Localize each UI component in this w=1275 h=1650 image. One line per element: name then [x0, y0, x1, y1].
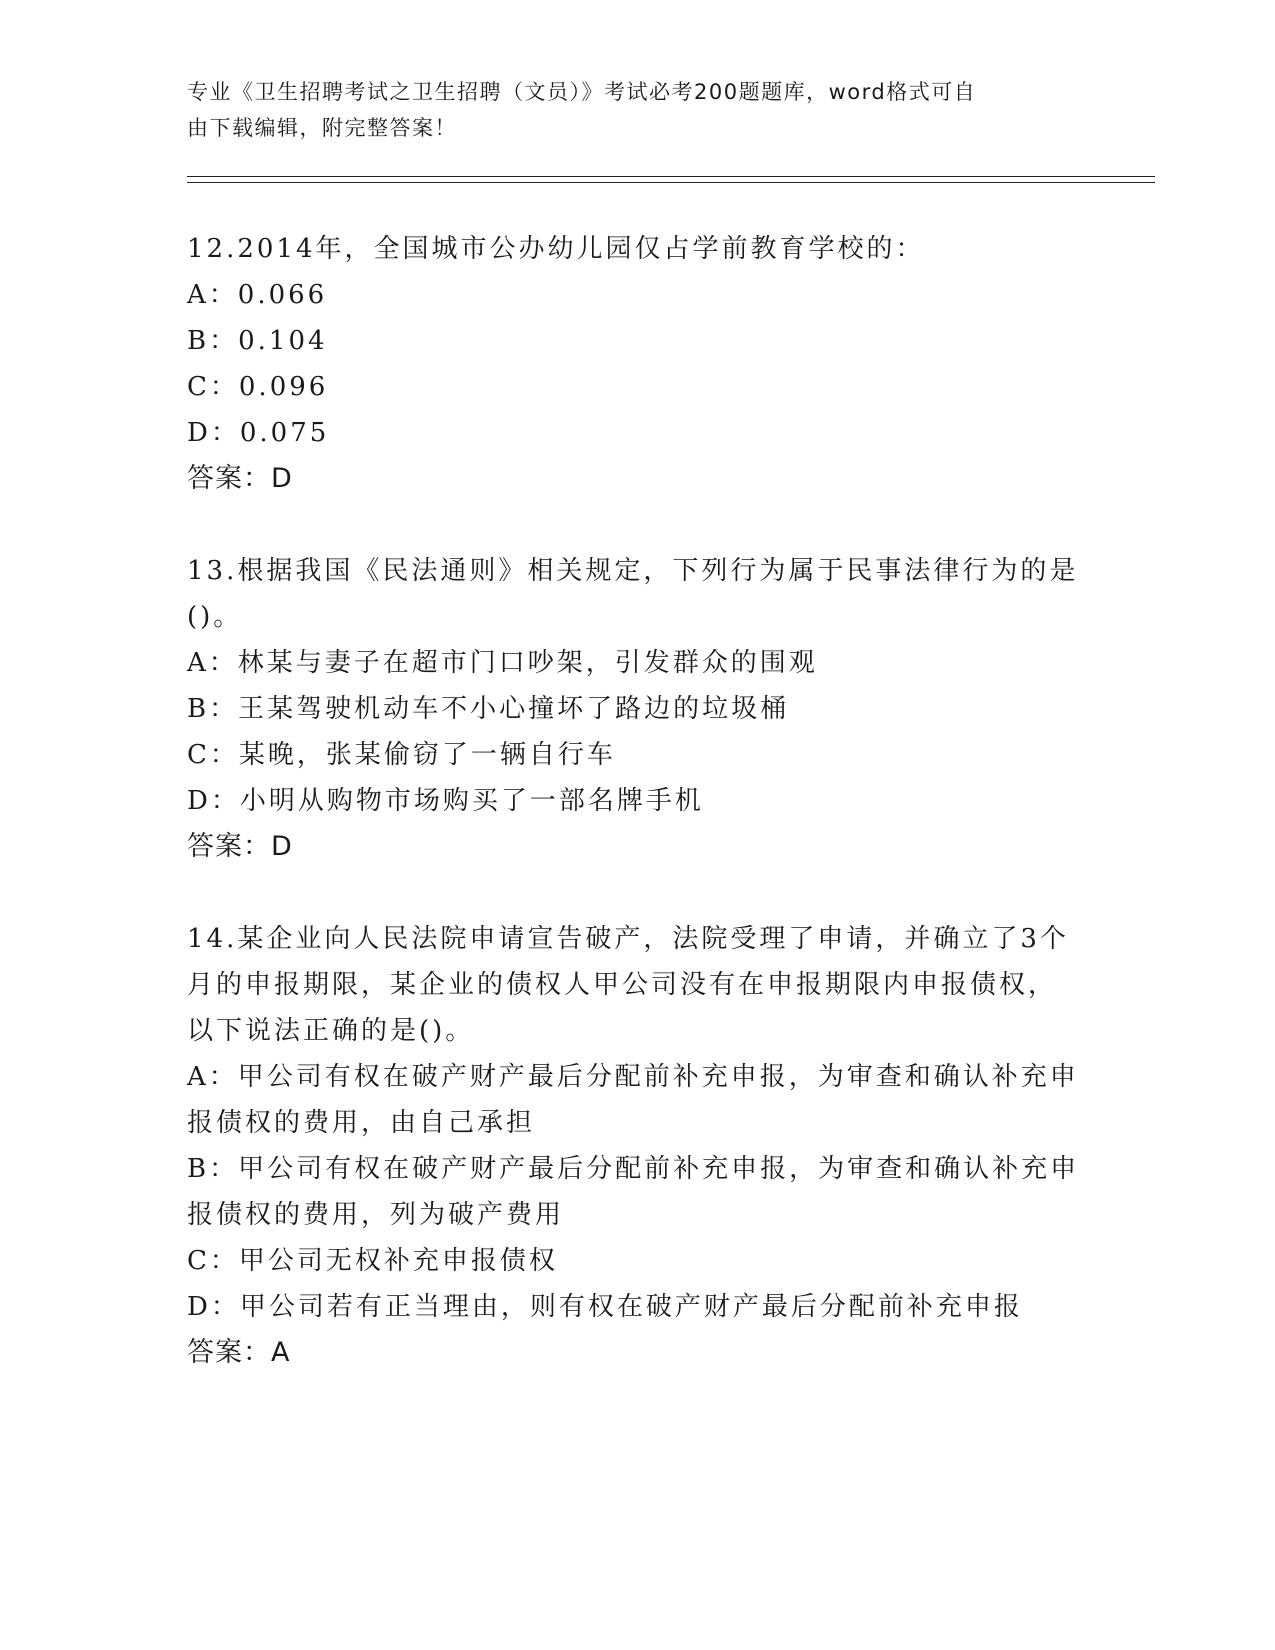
option-b: B：王某驾驶机动车不小心撞坏了路边的垃圾桶 — [187, 694, 790, 724]
header-divider-bottom — [187, 182, 1155, 183]
question-stem-cont: ()。 — [187, 602, 243, 632]
option-a: A：甲公司有权在破产财产最后分配前补充申报，为审查和确认补充申 — [187, 1062, 1079, 1092]
header-line-2: 由下载编辑，附完整答案！ — [187, 116, 457, 140]
answer: 答案：D — [187, 831, 293, 862]
option-a: A：林某与妻子在超市门口吵架，引发群众的围观 — [187, 648, 818, 678]
question-stem-cont: 月的申报期限，某企业的债权人甲公司没有在申报期限内申报债权， — [187, 970, 1058, 1000]
question-spacer — [187, 502, 1087, 548]
option-c: C：某晚，张某偷窃了一辆自行车 — [187, 740, 616, 770]
header-line-1: 专业《卫生招聘考试之卫生招聘（文员）》考试必考200题题库，word格式可自 — [187, 80, 977, 104]
question-stem: 14.某企业向人民法院申请宣告破产，法院受理了申请，并确立了3个 — [187, 924, 1069, 954]
option-a: A：0.066 — [187, 280, 328, 310]
question-spacer — [187, 870, 1087, 916]
question-stem: 12.2014年，全国城市公办幼儿园仅占学前教育学校的： — [187, 234, 925, 264]
document-header — [187, 74, 1087, 146]
option-d: D：0.075 — [187, 418, 330, 448]
answer: 答案：D — [187, 463, 293, 494]
question-14 — [187, 916, 1087, 1376]
question-stem: 13.根据我国《民法通则》相关规定，下列行为属于民事法律行为的是 — [187, 556, 1079, 586]
option-d: D：小明从购物市场购买了一部名牌手机 — [187, 786, 704, 816]
option-b: B：0.104 — [187, 326, 328, 356]
question-list — [187, 226, 1087, 1376]
option-c: C：甲公司无权补充申报债权 — [187, 1246, 558, 1276]
option-b-cont: 报债权的费用，列为破产费用 — [187, 1200, 565, 1230]
question-12 — [187, 226, 1087, 502]
option-a-cont: 报债权的费用，由自己承担 — [187, 1108, 536, 1138]
option-b: B：甲公司有权在破产财产最后分配前补充申报，为审查和确认补充申 — [187, 1154, 1080, 1184]
option-c: C：0.096 — [187, 372, 329, 402]
answer: 答案：A — [187, 1337, 291, 1368]
question-13 — [187, 548, 1087, 870]
question-stem-cont: 以下说法正确的是()。 — [187, 1016, 475, 1046]
header-divider-top — [187, 176, 1155, 177]
option-d: D：甲公司若有正当理由，则有权在破产财产最后分配前补充申报 — [187, 1292, 1023, 1322]
